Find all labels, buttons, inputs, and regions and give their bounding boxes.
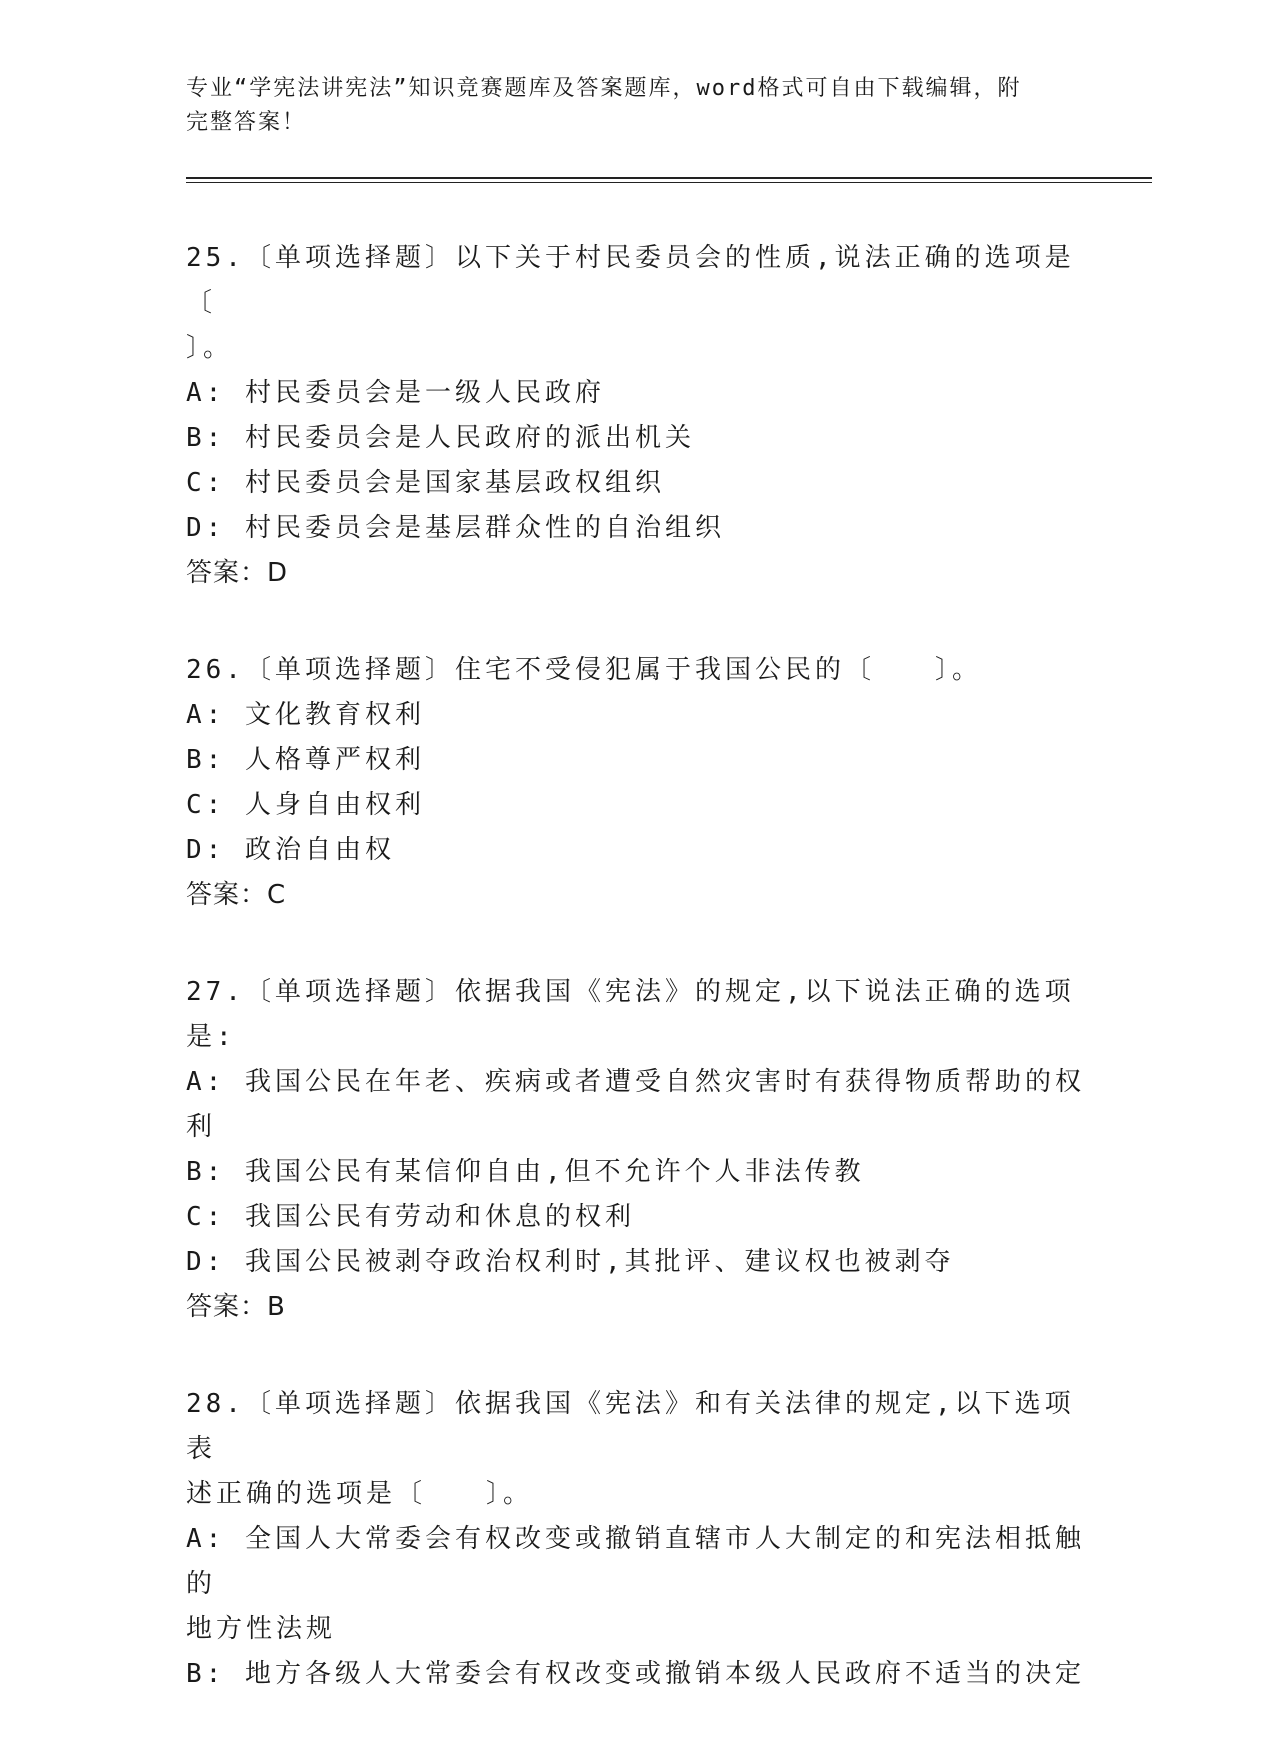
question-title-cont: 述正确的选项是〔 〕。: [186, 1479, 534, 1509]
document-header: [186, 72, 1066, 140]
header-divider-thin: [186, 182, 1152, 183]
question-list: [186, 236, 1086, 1749]
option-b: B: 地方各级人大常委会有权改变或撤销本级人民政府不适当的决定: [186, 1659, 1085, 1689]
option-a: A: 全国人大常委会有权改变或撤销直辖市人大制定的和宪法相抵触的: [186, 1524, 1085, 1599]
option-d: D: 我国公民被剥夺政治权利时,其批评、建议权也被剥夺: [186, 1247, 955, 1277]
answer: 答案：B: [186, 1292, 286, 1322]
option-c: C: 我国公民有劳动和休息的权利: [186, 1202, 635, 1232]
answer: 答案：D: [186, 558, 289, 588]
option-b: B: 人格尊严权利: [186, 745, 425, 775]
option-d: D: 村民委员会是基层群众性的自治组织: [186, 513, 725, 543]
question-title-cont: 〕。: [186, 333, 234, 363]
option-c: C: 村民委员会是国家基层政权组织: [186, 468, 665, 498]
question-title: 28.〔单项选择题〕依据我国《宪法》和有关法律的规定,以下选项表: [186, 1389, 1075, 1464]
question-27: [186, 970, 1086, 1330]
option-a: A: 文化教育权利: [186, 700, 425, 730]
question-title: 27.〔单项选择题〕依据我国《宪法》的规定,以下说法正确的选项是:: [186, 977, 1075, 1052]
answer: 答案：C: [186, 880, 287, 910]
question-26: [186, 648, 1086, 918]
option-a: A: 村民委员会是一级人民政府: [186, 378, 605, 408]
option-d: D: 政治自由权: [186, 835, 395, 865]
option-c: C: 人身自由权利: [186, 790, 425, 820]
question-title: 25.〔单项选择题〕以下关于村民委员会的性质,说法正确的选项是〔: [186, 243, 1075, 318]
option-b: B: 村民委员会是人民政府的派出机关: [186, 423, 695, 453]
header-divider: [186, 177, 1152, 179]
question-title: 26.〔单项选择题〕住宅不受侵犯属于我国公民的〔 〕。: [186, 655, 982, 685]
header-line-1: 专业“学宪法讲宪法”知识竞赛题库及答案题库，word格式可自由下载编辑，附: [186, 76, 1022, 101]
option-b: B: 我国公民有某信仰自由,但不允许个人非法传教: [186, 1157, 865, 1187]
option-a-cont: 地方性法规: [186, 1614, 337, 1644]
option-a: A: 我国公民在年老、疾病或者遭受自然灾害时有获得物质帮助的权利: [186, 1067, 1085, 1142]
header-line-2: 完整答案！: [186, 110, 307, 135]
question-25: [186, 236, 1086, 596]
